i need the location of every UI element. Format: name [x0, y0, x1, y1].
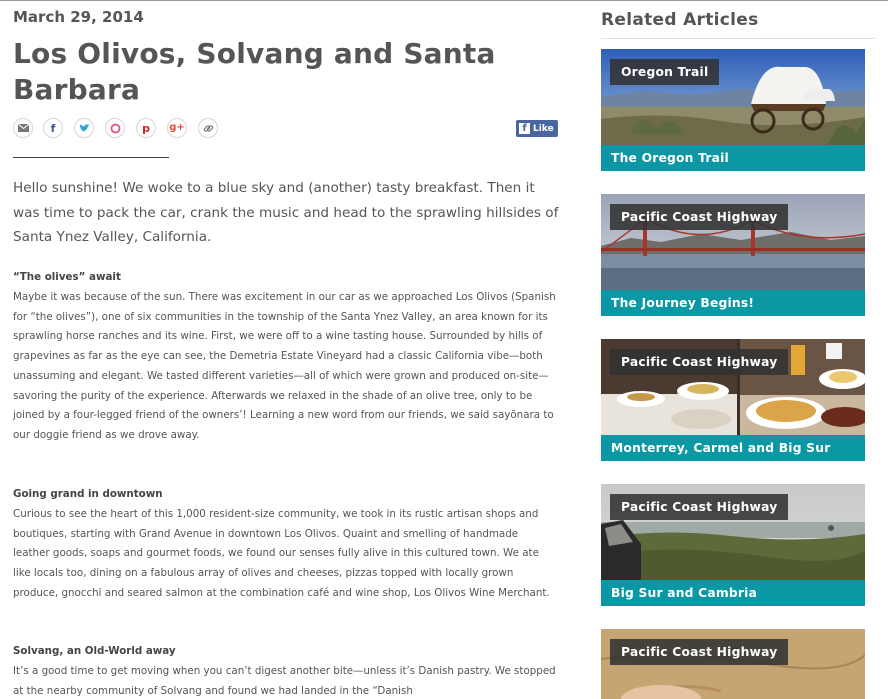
article-section — [13, 487, 558, 604]
article-category: Pacific Coast Highway — [610, 494, 788, 520]
article-date: March 29, 2014 — [13, 8, 144, 26]
top-border — [0, 0, 888, 1]
google-plus-icon[interactable]: g+ — [167, 118, 187, 138]
facebook-like-button[interactable] — [516, 120, 558, 137]
article-caption: Big Sur and Cambria — [601, 580, 865, 606]
sidebar-divider — [601, 38, 875, 39]
twitter-icon[interactable] — [74, 118, 94, 138]
share-bar — [13, 118, 558, 138]
email-icon[interactable] — [13, 118, 33, 138]
facebook-icon[interactable]: f — [43, 118, 63, 138]
article-caption: Monterrey, Carmel and Big Sur — [601, 435, 865, 461]
article-lead: Hello sunshine! We woke to a blue sky and (another) tasty breakfast. Then it was time to pack the car, crank the music and head to the sprawling hillsides of Santa Ynez Valley, California. — [13, 180, 559, 245]
article-category: Pacific Coast Highway — [610, 349, 788, 375]
section-heading: “The olives” await — [13, 271, 121, 283]
section-body: Maybe it was because of the sun. There was excitement in our car as we approached Los Olivos (Spanish for “the olives”), one of six communities in the township of the Santa Ynez Valley, an area known for its sprawling horse ranches and its wine. First, we were off to a wine tasting house. Surrounded by hills of grapevines as far as the eye can see, the Demetria Estate Vineyard had a classic California vibe—both unassuming and elegant. We tasted different varieties—all of which were grown and produced on-site—savoring the purity of the experience. Afterwards we relaxed in the shade of an olive tree, only to be joined by a four-legged friend of the owners’! Learning a new word from our friends, we said sayōnara to our doggie friend as we drove away. — [13, 291, 556, 441]
section-heading: Going grand in downtown — [13, 488, 163, 500]
related-article-card[interactable] — [601, 339, 865, 462]
article-category: Pacific Coast Highway — [610, 639, 788, 665]
sidebar-heading: Related Articles — [601, 10, 759, 30]
section-body: Curious to see the heart of this 1,000 resident-size community, we took in its rustic artisan shops and boutiques, starting with Grand Avenue in downtown Los Olivos. Quaint and smelling of handmade leather goods, soaps and gourmet foods, we found our senses fully alive in this cultured town. We ate like locals too, dining on a fabulous array of olives and cheeses, pizzas topped with locally grown produce, gnocchi and seared salmon at the combination café and wine shop, Los Olivos Wine Merchant. — [13, 508, 550, 599]
article-category: Oregon Trail — [610, 59, 719, 85]
title-divider — [13, 157, 169, 158]
article-section — [13, 270, 558, 446]
pinterest-icon[interactable]: p — [136, 118, 156, 138]
article-caption: The Oregon Trail — [601, 145, 865, 171]
article-title: Los Olivos, Solvang and Santa Barbara — [13, 37, 496, 106]
section-heading: Solvang, an Old-World away — [13, 645, 176, 657]
instagram-icon[interactable] — [105, 118, 125, 138]
link-icon[interactable] — [198, 118, 218, 138]
related-article-card[interactable] — [601, 629, 865, 699]
related-article-card[interactable] — [601, 484, 865, 607]
related-article-card[interactable] — [601, 194, 865, 317]
article-caption: The Journey Begins! — [601, 290, 865, 316]
facebook-logo-icon: f — [519, 123, 530, 134]
related-article-card[interactable] — [601, 49, 865, 172]
section-body: It’s a good time to get moving when you can’t digest another bite—unless it’s Danish pastry. We stopped at the nearby community of Solvang and found we had landed in the “Danish — [13, 665, 556, 697]
like-label: Like — [533, 123, 554, 134]
article-section — [13, 644, 558, 699]
article-category: Pacific Coast Highway — [610, 204, 788, 230]
